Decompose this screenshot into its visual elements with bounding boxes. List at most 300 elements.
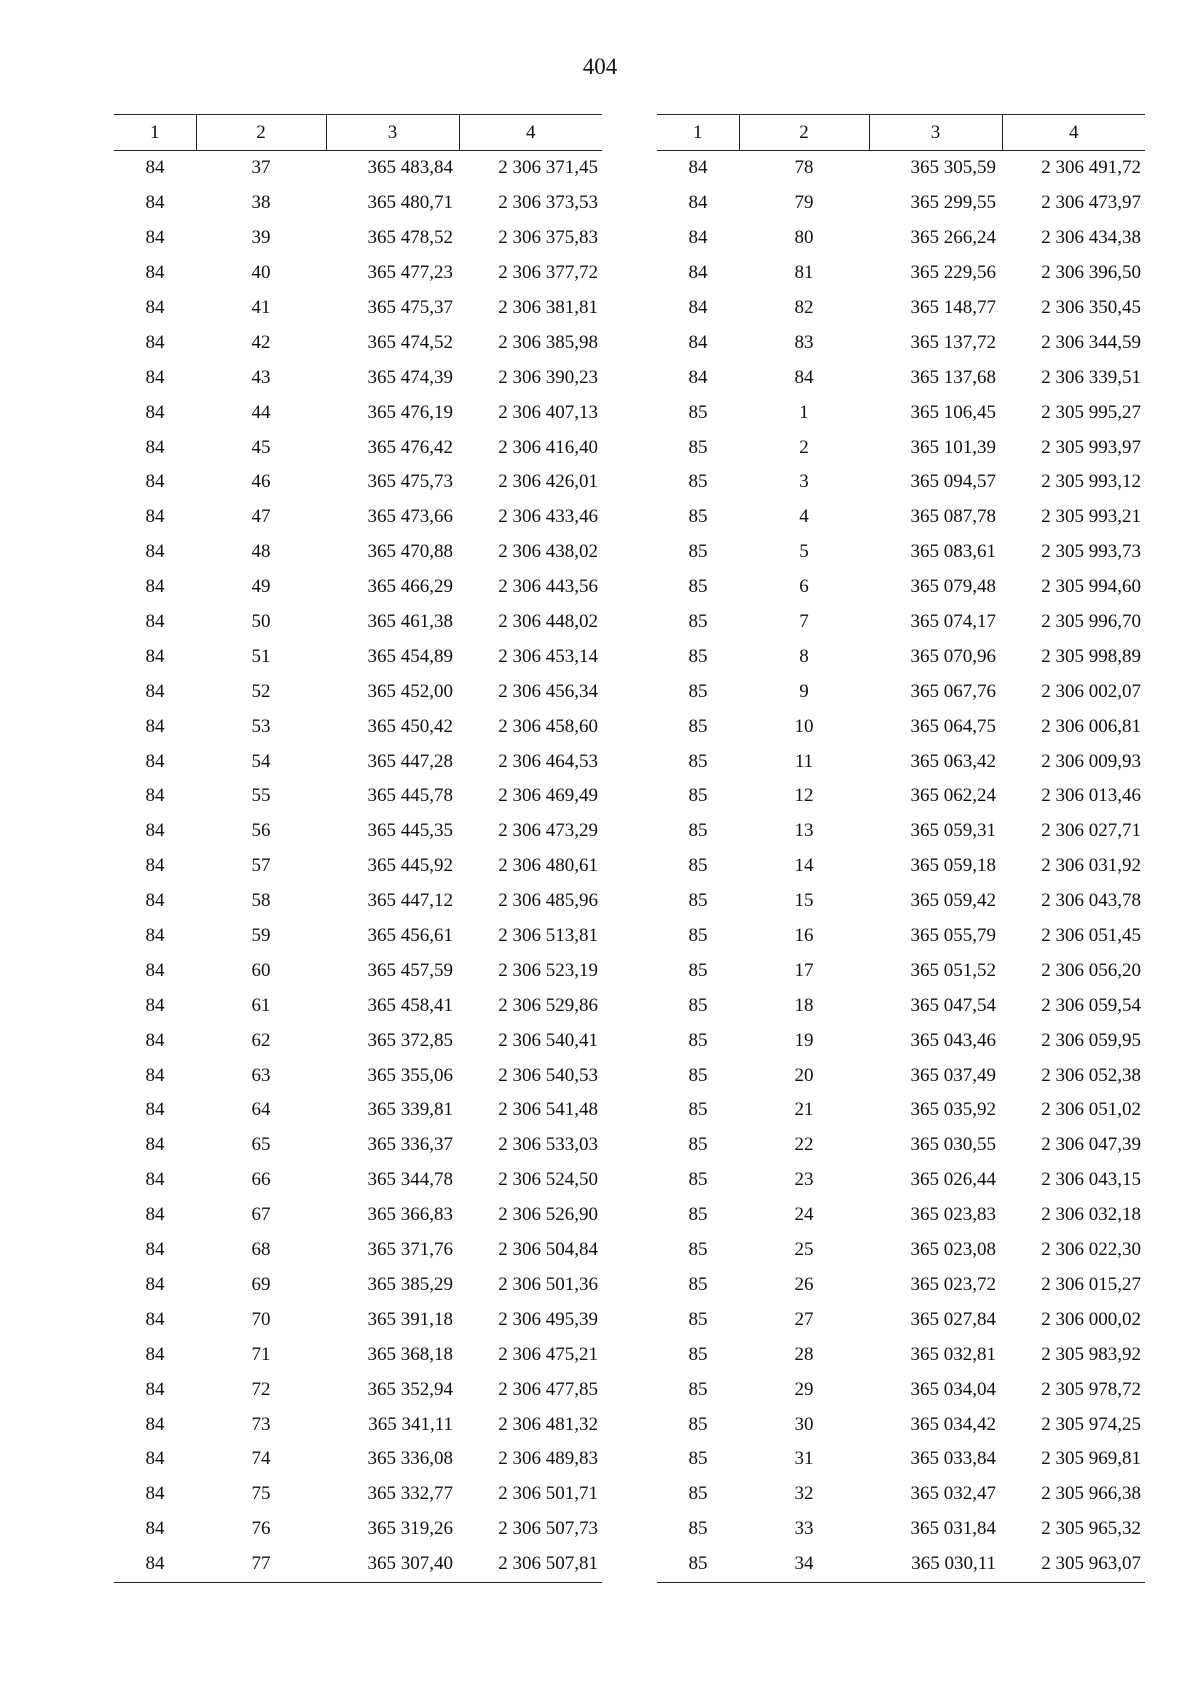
contour-number-cell: 84 [145, 1378, 165, 1400]
point-number-cell: 73 [251, 1413, 271, 1435]
table-row [114, 256, 602, 291]
point-number-cell: 52 [251, 680, 271, 702]
y-coordinate-cell: 2 306 377,72 [498, 262, 598, 284]
table-row [114, 1128, 602, 1163]
x-coordinate-cell: 365 034,04 [910, 1378, 996, 1400]
contour-number-cell: 84 [688, 297, 708, 318]
column-header: 2 [196, 115, 326, 151]
table-row [114, 605, 602, 640]
x-coordinate-cell: 365 371,76 [367, 1239, 453, 1261]
contour-number-cell: 84 [145, 925, 165, 947]
table-row [657, 639, 1145, 674]
table-row [114, 1198, 602, 1233]
y-coordinate-cell: 2 306 052,38 [1041, 1064, 1141, 1086]
x-coordinate-cell: 365 023,72 [910, 1273, 996, 1295]
point-number-cell: 38 [251, 192, 271, 214]
point-number-cell: 58 [251, 890, 271, 912]
x-coordinate-cell: 365 030,55 [910, 1134, 996, 1156]
point-number-cell: 30 [794, 1413, 814, 1435]
point-number-cell: 79 [794, 192, 814, 214]
table-row [114, 1477, 602, 1512]
table-row [657, 1233, 1145, 1268]
table-row [114, 1268, 602, 1303]
contour-number-cell: 85 [688, 1378, 708, 1400]
contour-number-cell: 85 [688, 750, 708, 772]
contour-number-cell: 84 [145, 715, 165, 737]
contour-number-cell: 84 [145, 1343, 165, 1365]
x-coordinate-cell: 365 043,46 [910, 1029, 996, 1051]
y-coordinate-cell: 2 306 481,32 [498, 1413, 598, 1435]
y-coordinate-cell: 2 305 993,73 [1041, 541, 1141, 563]
x-coordinate-cell: 365 483,84 [367, 157, 453, 179]
contour-number-cell: 84 [145, 436, 165, 458]
table-row [114, 884, 602, 919]
y-coordinate-cell: 2 306 022,30 [1041, 1239, 1141, 1261]
point-number-cell: 42 [251, 331, 271, 353]
y-coordinate-cell: 2 305 963,07 [1002, 1547, 1145, 1582]
point-number-cell: 68 [251, 1239, 271, 1261]
x-coordinate-cell: 365 062,24 [910, 785, 996, 807]
point-number-cell: 76 [251, 1518, 271, 1540]
x-coordinate-cell: 365 035,92 [910, 1099, 996, 1121]
y-coordinate-cell: 2 306 056,20 [1041, 959, 1141, 981]
point-number-cell: 72 [251, 1378, 271, 1400]
table-row [114, 744, 602, 779]
y-coordinate-cell: 2 306 448,02 [498, 611, 598, 633]
contour-number-cell: 85 [688, 680, 708, 702]
point-number-cell: 13 [794, 820, 814, 842]
y-coordinate-cell: 2 306 426,01 [498, 471, 598, 493]
y-coordinate-cell: 2 306 000,02 [1041, 1308, 1141, 1330]
contour-number-cell: 84 [145, 1239, 165, 1261]
y-coordinate-cell: 2 306 507,73 [498, 1518, 598, 1540]
contour-number-cell: 85 [688, 1029, 708, 1051]
point-number-cell: 77 [196, 1547, 326, 1582]
contour-number-cell: 84 [145, 1204, 165, 1226]
y-coordinate-cell: 2 305 994,60 [1041, 576, 1141, 598]
x-coordinate-cell: 365 368,18 [367, 1343, 453, 1365]
y-coordinate-cell: 2 306 396,50 [1041, 262, 1141, 284]
table-row [114, 1372, 602, 1407]
y-coordinate-cell: 2 306 489,83 [498, 1448, 598, 1470]
x-coordinate-cell: 365 475,73 [367, 471, 453, 493]
contour-number-cell: 84 [145, 611, 165, 633]
y-coordinate-cell: 2 306 495,39 [498, 1308, 598, 1330]
column-header: 4 [459, 115, 602, 151]
x-coordinate-cell: 365 101,39 [910, 436, 996, 458]
point-number-cell: 53 [251, 715, 271, 737]
table-row [114, 395, 602, 430]
point-number-cell: 65 [251, 1134, 271, 1156]
y-coordinate-cell: 2 306 373,53 [498, 192, 598, 214]
table-row [114, 1163, 602, 1198]
point-number-cell: 41 [251, 297, 271, 318]
point-number-cell: 62 [251, 1029, 271, 1051]
y-coordinate-cell: 2 306 407,13 [498, 401, 598, 423]
table-row [114, 674, 602, 709]
table-row [657, 674, 1145, 709]
table-body [657, 151, 1145, 1583]
table-row [114, 814, 602, 849]
table-row [657, 1198, 1145, 1233]
point-number-cell: 46 [251, 471, 271, 493]
y-coordinate-cell: 2 306 485,96 [498, 890, 598, 912]
x-coordinate-cell: 365 047,54 [910, 994, 996, 1016]
table-row [657, 1058, 1145, 1093]
point-number-cell: 10 [794, 715, 814, 737]
y-coordinate-cell: 2 306 501,36 [498, 1273, 598, 1295]
y-coordinate-cell: 2 306 501,71 [498, 1483, 598, 1505]
x-coordinate-cell: 365 477,23 [367, 262, 453, 284]
table-body [114, 151, 602, 1583]
contour-number-cell: 84 [145, 192, 165, 214]
table-row [657, 1547, 1145, 1582]
column-header: 1 [114, 115, 196, 151]
y-coordinate-cell: 2 306 533,03 [498, 1134, 598, 1156]
contour-number-cell: 84 [145, 576, 165, 598]
point-number-cell: 82 [794, 297, 814, 318]
x-coordinate-cell: 365 470,88 [367, 541, 453, 563]
point-number-cell: 48 [251, 541, 271, 563]
table-row [114, 1093, 602, 1128]
y-coordinate-cell: 2 306 438,02 [498, 541, 598, 563]
contour-number-cell: 84 [145, 506, 165, 528]
y-coordinate-cell: 2 306 469,49 [498, 785, 598, 807]
contour-number-cell: 85 [688, 890, 708, 912]
x-coordinate-cell: 365 037,49 [910, 1064, 996, 1086]
point-number-cell: 6 [799, 576, 809, 598]
table-row [114, 1512, 602, 1547]
x-coordinate-cell: 365 366,83 [367, 1204, 453, 1226]
y-coordinate-cell: 2 306 385,98 [498, 331, 598, 353]
table-row [657, 953, 1145, 988]
y-coordinate-cell: 2 306 051,02 [1041, 1099, 1141, 1121]
x-coordinate-cell: 365 466,29 [367, 576, 453, 598]
contour-number-cell: 84 [688, 192, 708, 214]
table-row [657, 1093, 1145, 1128]
x-coordinate-cell: 365 137,72 [910, 331, 996, 353]
y-coordinate-cell: 2 306 529,86 [498, 994, 598, 1016]
contour-number-cell: 85 [688, 925, 708, 947]
point-number-cell: 14 [794, 855, 814, 877]
x-coordinate-cell: 365 034,42 [910, 1413, 996, 1435]
table-row [657, 1407, 1145, 1442]
table-row [657, 884, 1145, 919]
table-row [657, 849, 1145, 884]
x-coordinate-cell: 365 030,11 [869, 1547, 1002, 1582]
point-number-cell: 28 [794, 1343, 814, 1365]
point-number-cell: 9 [799, 680, 809, 702]
point-number-cell: 80 [794, 227, 814, 249]
point-number-cell: 29 [794, 1378, 814, 1400]
contour-number-cell: 85 [688, 436, 708, 458]
y-coordinate-cell: 2 306 043,15 [1041, 1169, 1141, 1191]
table-row [657, 360, 1145, 395]
contour-number-cell: 85 [688, 785, 708, 807]
x-coordinate-cell: 365 352,94 [367, 1378, 453, 1400]
contour-number-cell: 84 [145, 1413, 165, 1435]
table-row [657, 256, 1145, 291]
y-coordinate-cell: 2 306 473,29 [498, 820, 598, 842]
contour-number-cell: 85 [688, 994, 708, 1016]
column-header: 2 [739, 115, 869, 151]
y-coordinate-cell: 2 306 013,46 [1041, 785, 1141, 807]
x-coordinate-cell: 365 079,48 [910, 576, 996, 598]
x-coordinate-cell: 365 344,78 [367, 1169, 453, 1191]
point-number-cell: 64 [251, 1099, 271, 1121]
x-coordinate-cell: 365 339,81 [367, 1099, 453, 1121]
y-coordinate-cell: 2 306 524,50 [498, 1169, 598, 1191]
table-row [114, 151, 602, 186]
contour-number-cell: 85 [657, 1547, 739, 1582]
x-coordinate-cell: 365 023,08 [910, 1239, 996, 1261]
contour-number-cell: 84 [145, 401, 165, 423]
point-number-cell: 83 [794, 331, 814, 353]
point-number-cell: 43 [251, 366, 271, 388]
table-row [657, 814, 1145, 849]
y-coordinate-cell: 2 306 480,61 [498, 855, 598, 877]
table-row [657, 535, 1145, 570]
contour-number-cell: 84 [145, 820, 165, 842]
point-number-cell: 67 [251, 1204, 271, 1226]
y-coordinate-cell: 2 306 433,46 [498, 506, 598, 528]
table-row [114, 1233, 602, 1268]
table-row [657, 605, 1145, 640]
x-coordinate-cell: 365 454,89 [367, 645, 453, 667]
x-coordinate-cell: 365 059,18 [910, 855, 996, 877]
point-number-cell: 15 [794, 890, 814, 912]
point-number-cell: 60 [251, 959, 271, 981]
y-coordinate-cell: 2 306 002,07 [1041, 680, 1141, 702]
table-row [114, 988, 602, 1023]
table-row [657, 1372, 1145, 1407]
point-number-cell: 57 [251, 855, 271, 877]
table-row [114, 1023, 602, 1058]
contour-number-cell: 84 [145, 1029, 165, 1051]
contour-number-cell: 84 [145, 1518, 165, 1540]
y-coordinate-cell: 2 306 381,81 [498, 297, 598, 318]
y-coordinate-cell: 2 306 416,40 [498, 436, 598, 458]
table-row [657, 1268, 1145, 1303]
x-coordinate-cell: 365 026,44 [910, 1169, 996, 1191]
table-row [114, 535, 602, 570]
point-number-cell: 39 [251, 227, 271, 249]
table-row [657, 465, 1145, 500]
x-coordinate-cell: 365 137,68 [910, 366, 996, 388]
point-number-cell: 25 [794, 1239, 814, 1261]
x-coordinate-cell: 365 336,37 [367, 1134, 453, 1156]
table-row [657, 500, 1145, 535]
x-coordinate-cell: 365 461,38 [367, 611, 453, 633]
contour-number-cell: 84 [145, 855, 165, 877]
table-row [114, 1407, 602, 1442]
contour-number-cell: 85 [688, 1518, 708, 1540]
point-number-cell: 19 [794, 1029, 814, 1051]
y-coordinate-cell: 2 305 998,89 [1041, 645, 1141, 667]
contour-number-cell: 85 [688, 401, 708, 423]
point-number-cell: 16 [794, 925, 814, 947]
y-coordinate-cell: 2 306 027,71 [1041, 820, 1141, 842]
point-number-cell: 21 [794, 1099, 814, 1121]
y-coordinate-cell: 2 306 477,85 [498, 1378, 598, 1400]
y-coordinate-cell: 2 306 434,38 [1041, 227, 1141, 249]
table-header-row [114, 115, 602, 151]
x-coordinate-cell: 365 445,35 [367, 820, 453, 842]
table-row [114, 500, 602, 535]
point-number-cell: 61 [251, 994, 271, 1016]
table-row [114, 291, 602, 326]
x-coordinate-cell: 365 332,77 [367, 1483, 453, 1505]
x-coordinate-cell: 365 074,17 [910, 611, 996, 633]
x-coordinate-cell: 365 476,42 [367, 436, 453, 458]
y-coordinate-cell: 2 306 047,39 [1041, 1134, 1141, 1156]
point-number-cell: 20 [794, 1064, 814, 1086]
x-coordinate-cell: 365 457,59 [367, 959, 453, 981]
table-row [657, 1163, 1145, 1198]
table-row [114, 325, 602, 360]
table-row [114, 465, 602, 500]
point-number-cell: 71 [251, 1343, 271, 1365]
contour-number-cell: 85 [688, 1343, 708, 1365]
table-row [657, 1477, 1145, 1512]
contour-number-cell: 84 [145, 541, 165, 563]
y-coordinate-cell: 2 306 491,72 [1041, 157, 1141, 179]
coordinates-table-right [657, 114, 1145, 1583]
table-row [114, 1337, 602, 1372]
x-coordinate-cell: 365 355,06 [367, 1064, 453, 1086]
table-row [114, 1547, 602, 1582]
y-coordinate-cell: 2 306 031,92 [1041, 855, 1141, 877]
contour-number-cell: 84 [145, 645, 165, 667]
y-coordinate-cell: 2 306 464,53 [498, 750, 598, 772]
point-number-cell: 70 [251, 1308, 271, 1330]
x-coordinate-cell: 365 031,84 [910, 1518, 996, 1540]
point-number-cell: 75 [251, 1483, 271, 1505]
contour-number-cell: 84 [114, 1547, 196, 1582]
contour-number-cell: 84 [688, 331, 708, 353]
y-coordinate-cell: 2 306 009,93 [1041, 750, 1141, 772]
contour-number-cell: 84 [688, 157, 708, 179]
y-coordinate-cell: 2 305 993,21 [1041, 506, 1141, 528]
table-row [114, 953, 602, 988]
table-row [657, 221, 1145, 256]
x-coordinate-cell: 365 480,71 [367, 192, 453, 214]
point-number-cell: 50 [251, 611, 271, 633]
contour-number-cell: 85 [688, 1448, 708, 1470]
point-number-cell: 34 [739, 1547, 869, 1582]
table-header-row [657, 115, 1145, 151]
table-row [114, 360, 602, 395]
y-coordinate-cell: 2 305 966,38 [1041, 1483, 1141, 1505]
contour-number-cell: 84 [145, 157, 165, 179]
x-coordinate-cell: 365 385,29 [367, 1273, 453, 1295]
x-coordinate-cell: 365 064,75 [910, 715, 996, 737]
point-number-cell: 3 [799, 471, 809, 493]
table-row [114, 221, 602, 256]
point-number-cell: 12 [794, 785, 814, 807]
x-coordinate-cell: 365 445,78 [367, 785, 453, 807]
x-coordinate-cell: 365 106,45 [910, 401, 996, 423]
table-row [114, 186, 602, 221]
point-number-cell: 49 [251, 576, 271, 598]
x-coordinate-cell: 365 094,57 [910, 471, 996, 493]
y-coordinate-cell: 2 306 523,19 [498, 959, 598, 981]
y-coordinate-cell: 2 306 006,81 [1041, 715, 1141, 737]
point-number-cell: 66 [251, 1169, 271, 1191]
point-number-cell: 40 [251, 262, 271, 284]
contour-number-cell: 84 [145, 750, 165, 772]
y-coordinate-cell: 2 306 540,53 [498, 1064, 598, 1086]
x-coordinate-cell: 365 067,76 [910, 680, 996, 702]
column-header: 1 [657, 115, 739, 151]
point-number-cell: 47 [251, 506, 271, 528]
point-number-cell: 17 [794, 959, 814, 981]
contour-number-cell: 84 [145, 1169, 165, 1191]
y-coordinate-cell: 2 306 059,54 [1041, 994, 1141, 1016]
table-row [657, 1023, 1145, 1058]
table-row [657, 744, 1145, 779]
contour-number-cell: 84 [145, 262, 165, 284]
y-coordinate-cell: 2 305 974,25 [1041, 1413, 1141, 1435]
y-coordinate-cell: 2 306 371,45 [498, 157, 598, 179]
contour-number-cell: 84 [145, 471, 165, 493]
y-coordinate-cell: 2 306 443,56 [498, 576, 598, 598]
point-number-cell: 32 [794, 1483, 814, 1505]
contour-number-cell: 85 [688, 1099, 708, 1121]
y-coordinate-cell: 2 306 350,45 [1041, 297, 1141, 318]
y-coordinate-cell: 2 306 513,81 [498, 925, 598, 947]
table-row [114, 779, 602, 814]
point-number-cell: 56 [251, 820, 271, 842]
x-coordinate-cell: 365 059,31 [910, 820, 996, 842]
table-row [657, 151, 1145, 186]
point-number-cell: 8 [799, 645, 809, 667]
coordinates-table-left [114, 114, 602, 1583]
x-coordinate-cell: 365 447,28 [367, 750, 453, 772]
contour-number-cell: 85 [688, 1273, 708, 1295]
contour-number-cell: 84 [145, 1273, 165, 1295]
x-coordinate-cell: 365 458,41 [367, 994, 453, 1016]
y-coordinate-cell: 2 306 456,34 [498, 680, 598, 702]
point-number-cell: 51 [251, 645, 271, 667]
y-coordinate-cell: 2 306 458,60 [498, 715, 598, 737]
y-coordinate-cell: 2 305 978,72 [1041, 1378, 1141, 1400]
point-number-cell: 4 [799, 506, 809, 528]
y-coordinate-cell: 2 306 541,48 [498, 1099, 598, 1121]
x-coordinate-cell: 365 456,61 [367, 925, 453, 947]
contour-number-cell: 85 [688, 959, 708, 981]
contour-number-cell: 85 [688, 611, 708, 633]
table-row [657, 988, 1145, 1023]
y-coordinate-cell: 2 306 032,18 [1041, 1204, 1141, 1226]
y-coordinate-cell: 2 306 390,23 [498, 366, 598, 388]
table-row [114, 849, 602, 884]
contour-number-cell: 84 [145, 331, 165, 353]
contour-number-cell: 85 [688, 1413, 708, 1435]
y-coordinate-cell: 2 305 983,92 [1041, 1343, 1141, 1365]
y-coordinate-cell: 2 306 526,90 [498, 1204, 598, 1226]
y-coordinate-cell: 2 306 453,14 [498, 645, 598, 667]
table-row [114, 1442, 602, 1477]
x-coordinate-cell: 365 447,12 [367, 890, 453, 912]
x-coordinate-cell: 365 059,42 [910, 890, 996, 912]
y-coordinate-cell: 2 305 969,81 [1041, 1448, 1141, 1470]
y-coordinate-cell: 2 305 996,70 [1041, 611, 1141, 633]
point-number-cell: 81 [794, 262, 814, 284]
contour-number-cell: 84 [145, 297, 165, 318]
y-coordinate-cell: 2 306 540,41 [498, 1029, 598, 1051]
y-coordinate-cell: 2 306 339,51 [1041, 366, 1141, 388]
